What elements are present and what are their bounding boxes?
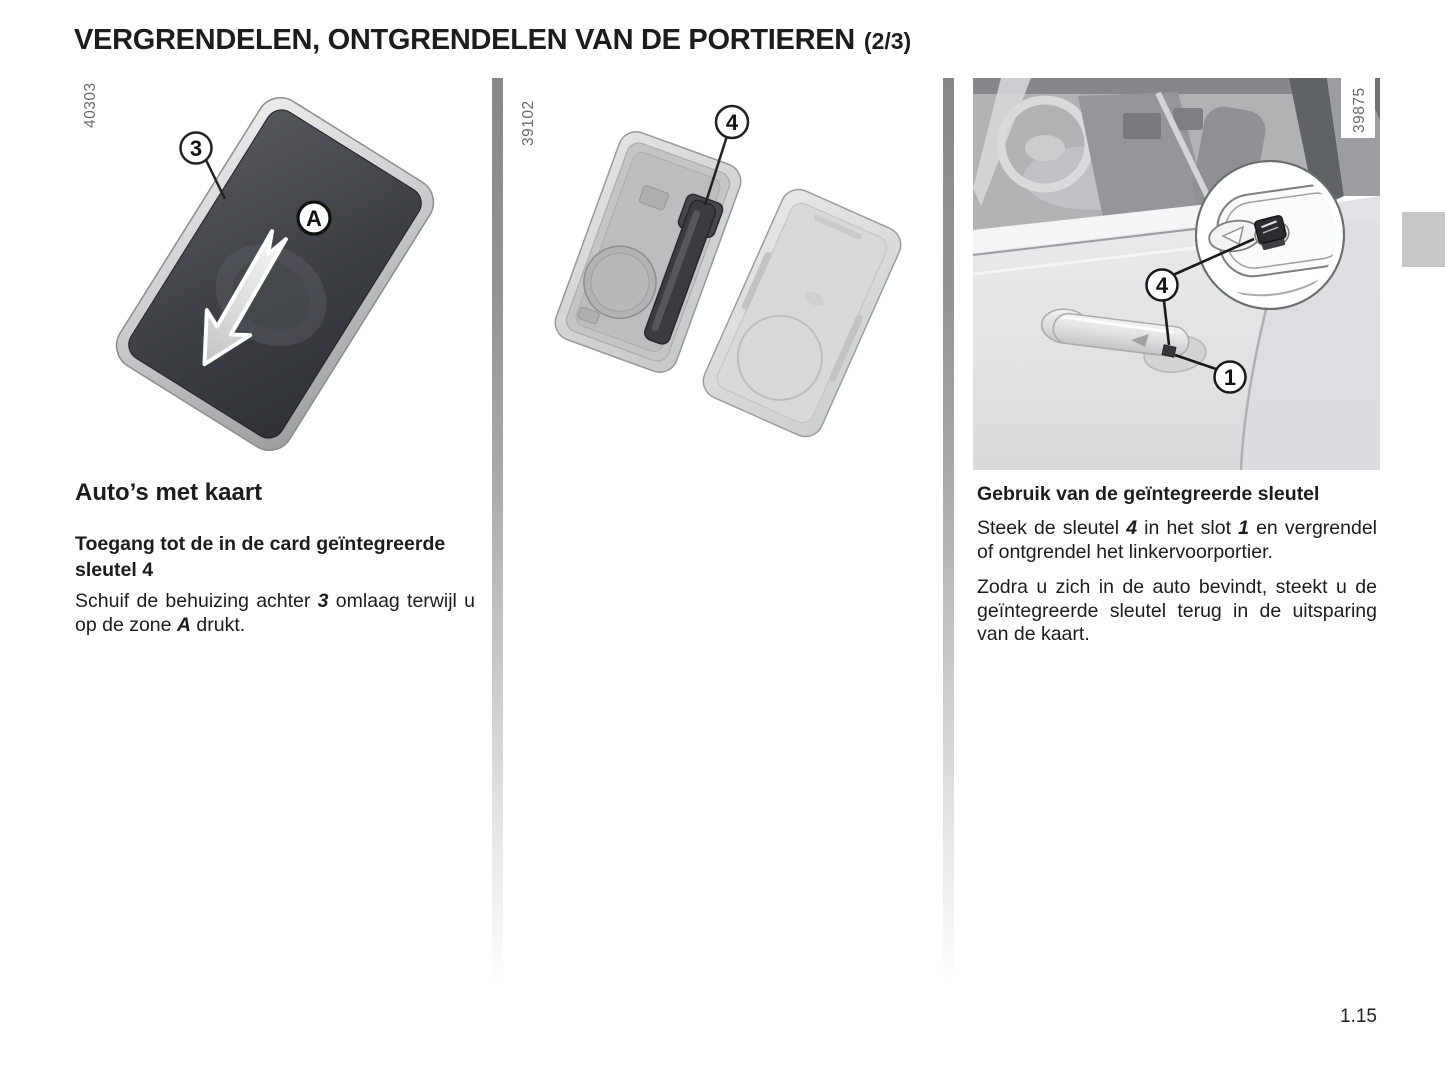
section-subheading: Toegang tot de in de card geïntegreerde sleutel 4 [75, 533, 446, 581]
door-handle-photo [973, 78, 1380, 470]
key-card [108, 89, 443, 460]
section-cars-with-card [75, 479, 475, 649]
page-title-text: VERGRENDELEN, ONTGRENDELEN VAN DE PORTIEREN [74, 24, 855, 56]
column-divider-left [492, 78, 503, 985]
callout-a-label: A [306, 206, 322, 231]
figure-ref-40303: 40303 [82, 82, 99, 128]
section-integrated-key [977, 481, 1377, 659]
column-divider-right [943, 78, 954, 985]
figure-door-handle [973, 78, 1380, 470]
card-front-half [550, 127, 746, 378]
section-heading: Gebruik van de geïntegreerde sleutel [977, 483, 1320, 505]
figure-ref-39875: 39875 [1351, 87, 1368, 133]
card-back-cover [698, 184, 907, 443]
figure-key-card-open [515, 78, 925, 470]
chapter-edge-tab [1402, 212, 1445, 267]
key-card-slide-illustration [75, 78, 475, 470]
callout-4-label: 4 [1155, 273, 1169, 298]
key-card-open-illustration [515, 78, 925, 470]
figure-ref-39102: 39102 [520, 100, 537, 146]
section-heading: Auto’s met kaart [75, 479, 263, 506]
callout-1-label: 1 [1223, 365, 1237, 390]
section-body: Schuif de behuizing achter 3 omlaag terwijl u op de zone A drukt. [75, 590, 475, 636]
key-in-slot [1162, 345, 1176, 357]
section-paragraph-2: Zodra u zich in de auto bevindt, steekt u de geïntegreerde sleutel terug in de uitsparing van de kaart. [977, 576, 1377, 645]
section-paragraph-1: Steek de sleutel 4 in het slot 1 en vergrendel of ontgrendel het linkervoorportier. [977, 517, 1377, 563]
callout-4-label: 4 [725, 110, 739, 135]
page-number: 1.15 [1340, 1006, 1377, 1027]
callout-3-label: 3 [189, 136, 203, 161]
page-title [74, 24, 911, 57]
figure-key-card-slide [75, 78, 475, 470]
page-title-pagination: (2/3) [863, 28, 912, 54]
